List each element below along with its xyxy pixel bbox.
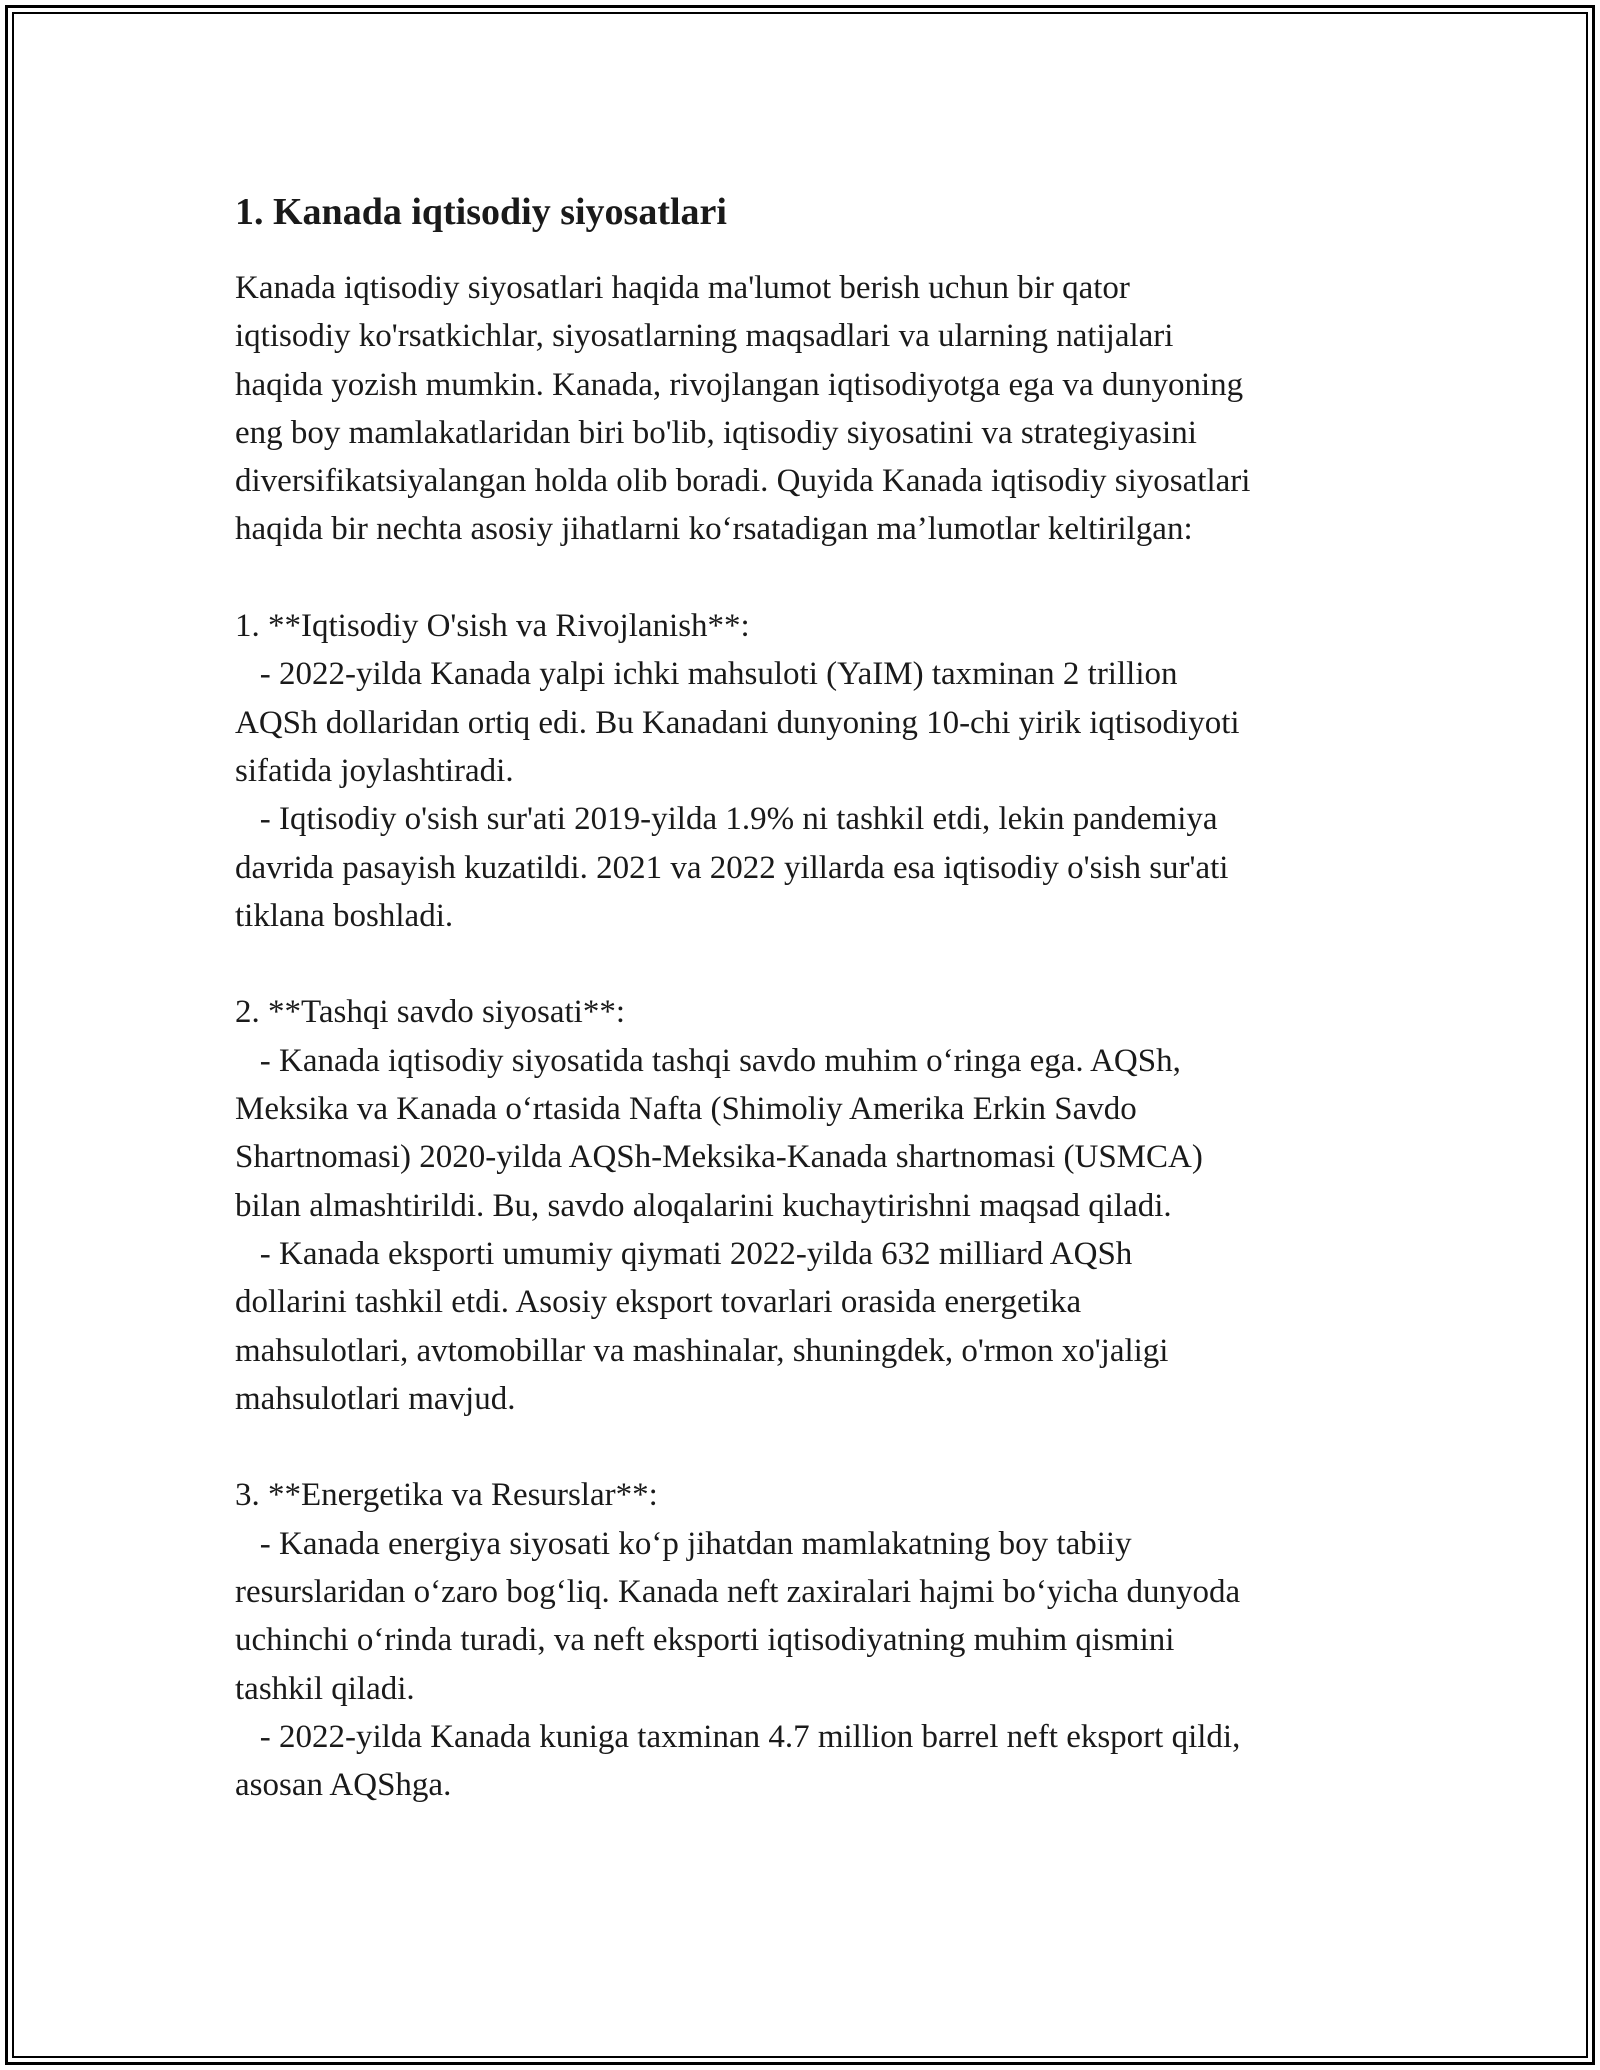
section-1-title: 1. **Iqtisodiy O'sish va Rivojlanish**:	[235, 608, 750, 645]
document-heading: 1. Kanada iqtisodiy siyosatlari	[235, 191, 727, 233]
document-body	[235, 186, 1375, 1810]
paragraph-gap	[235, 940, 1375, 988]
section-3-title: 3. **Energetika va Resurslar**:	[235, 1477, 658, 1514]
paragraph-gap	[235, 1423, 1375, 1471]
intro-paragraph: Kanada iqtisodiy siyosatlari haqida ma'lumot berish uchun bir qator iqtisodiy ko'rsatkichlar, siyosatlarning maqsadlari va ularning natijalari haqida yozish mumkin. Kanada, rivojlangan iqtisodiyotga ega va dunyoning eng boy mamlakatlaridan biri bo'lib, iqtisodiy siyosatini va strategiyasini diversifikatsiyalangan holda olib boradi. Quyida Kanada iqtisodiy siyosatlari haqida bir nechta asosiy jihatlarni ko‘rsatadigan ma’lumotlar keltirilgan:	[235, 270, 1251, 548]
paragraph-gap	[235, 554, 1375, 602]
section-3-bullet-1: - Kanada energiya siyosati ko‘p jihatdan mamlakatning boy tabiiy resurslaridan o‘zaro bog‘liq. Kanada neft zaxiralari hajmi bo‘yicha dunyoda uchinchi o‘rinda turadi, va neft eksporti iqtisodiyatning muhim qismini tashkil qiladi.	[235, 1525, 1241, 1707]
section-1-bullet-2: - Iqtisodiy o'sish sur'ati 2019-yilda 1.9% ni tashkil etdi, lekin pandemiya davrida pasayish kuzatildi. 2021 va 2022 yillarda esa iqtisodiy o'sish sur'ati tiklana boshladi.	[235, 801, 1229, 934]
section-3-bullet-2: - 2022-yilda Kanada kuniga taxminan 4.7 million barrel neft eksport qildi, asosan AQShga.	[235, 1718, 1241, 1804]
section-2-bullet-1: - Kanada iqtisodiy siyosatida tashqi savdo muhim o‘ringa ega. AQSh, Meksika va Kanada o‘rtasida Nafta (Shimoliy Amerika Erkin Savdo Shartnomasi) 2020-yilda AQSh-Meksika-Kanada shartnomasi (USMCA) bilan almashtirildi. Bu, savdo aloqalarini kuchaytirishni maqsad qiladi.	[235, 1042, 1203, 1224]
section-2-bullet-2: - Kanada eksporti umumiy qiymati 2022-yilda 632 milliard AQSh dollarini tashkil etdi. Asosiy eksport tovarlari orasida energetika mahsulotlari, avtomobillar va mashinalar, shuningdek, o'rmon xo'jaligi mahsulotlari mavjud.	[235, 1235, 1169, 1417]
section-1-bullet-1: - 2022-yilda Kanada yalpi ichki mahsuloti (YaIM) taxminan 2 trillion AQSh dollaridan ortiq edi. Bu Kanadani dunyoning 10-chi yirik iqtisodiyoti sifatida joylashtiradi.	[235, 656, 1240, 789]
section-2-title: 2. **Tashqi savdo siyosati**:	[235, 994, 626, 1031]
